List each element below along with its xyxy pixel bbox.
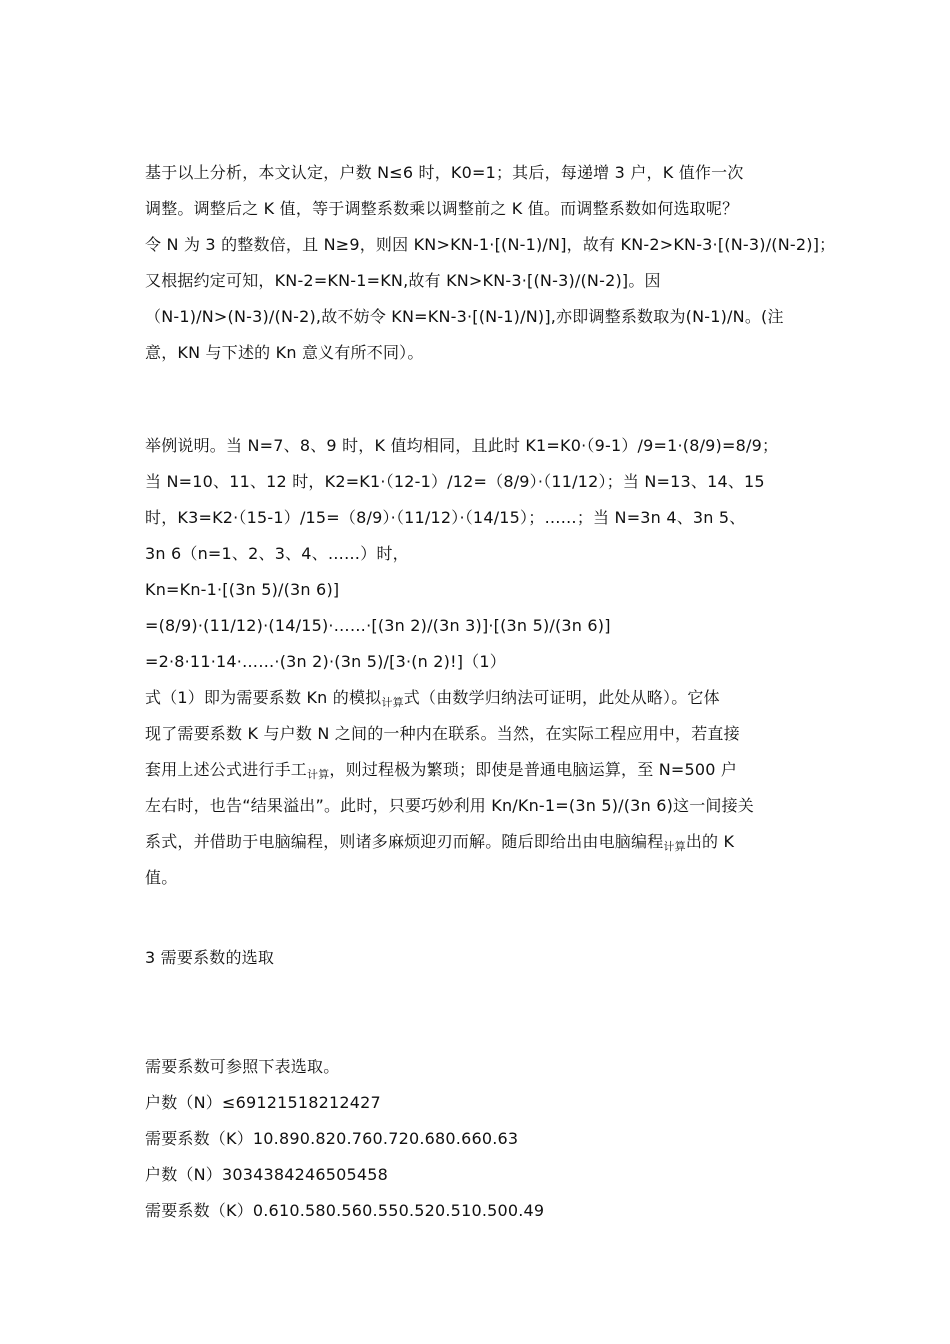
text-line: [145, 824, 810, 860]
text-line: （N-1)/N>(N-3)/(N-2),故不妨令 KN=KN-3·[(N-1)/N)],亦即调整系数取为(N-1)/N。(注: [145, 307, 784, 326]
text-segment: 套用上述公式进行手工: [145, 760, 308, 779]
text-line: 又根据约定可知，KN-2=KN-1=KN,故有 KN>KN-3·[(N-3)/(N-2)]。因: [145, 271, 661, 290]
formula-line: =(8/9)·(11/12)·(14/15)·……·[(3n 2)/(3n 3)]·[(3n 5)/(3n 6)]: [145, 616, 611, 635]
table-row-coefficient: 需要系数（K）0.610.580.560.550.520.510.500.49: [145, 1201, 545, 1220]
table-row-households: 户数（N）≤69121518212427: [145, 1093, 381, 1112]
formula-line: Kn=Kn-1·[(3n 5)/(3n 6)]: [145, 580, 340, 599]
table-row-households: 户数（N）3034384246505458: [145, 1165, 389, 1184]
text-line: 3n 6（n=1、2、3、4、……）时，: [145, 544, 409, 563]
subscript-text: 计算: [663, 840, 686, 853]
text-segment: 式（由数学归纳法可证明，此处从略）。它体: [403, 688, 720, 707]
section-heading-text: 3 需要系数的选取: [145, 948, 275, 967]
text-line: [145, 752, 810, 788]
formula-line: =2·8·11·14·……·(3n 2)·(3n 5)/[3·(n 2)!]（1）: [145, 652, 506, 671]
text-line: 时，K3=K2·（15-1）/15=（8/9）·（11/12）·（14/15）；……；当 N=3n 4、3n 5、: [145, 508, 746, 527]
text-segment: 出的 K: [685, 832, 735, 851]
text-line: 当 N=10、11、12 时，K2=K1·（12-1）/12=（8/9）·（11/12）；当 N=13、14、15: [145, 472, 765, 491]
text-line: 基于以上分析，本文认定，户数 N≤6 时，K0=1；其后，每递增 3 户，K 值作一次: [145, 163, 744, 182]
subscript-text: 计算: [307, 768, 330, 781]
text-line: 意，KN 与下述的 Kn 意义有所不同）。: [145, 343, 424, 362]
paragraph-example: [145, 428, 810, 896]
text-line: 举例说明。当 N=7、8、9 时，K 值均相同，且此时 K1=K0·（9-1）/9=1·(8/9)=8/9；: [145, 436, 779, 455]
text-line: [145, 680, 810, 716]
text-line: 需要系数可参照下表选取。: [145, 1057, 340, 1076]
table-row-coefficient: 需要系数（K）10.890.820.760.720.680.660.63: [145, 1129, 519, 1148]
text-line: 左右时，也告“结果溢出”。此时，只要巧妙利用 Kn/Kn-1=(3n 5)/(3n 6)这一间接关: [145, 796, 755, 815]
text-segment: 式（1）即为需要系数 Kn 的模拟: [145, 688, 382, 707]
subscript-text: 计算: [381, 696, 404, 709]
paragraph-coefficient-table: [145, 1049, 810, 1229]
text-line: 值。: [145, 868, 178, 887]
text-segment: ，则过程极为繁琐；即使是普通电脑运算，至 N=500 户: [329, 760, 738, 779]
text-line: 现了需要系数 K 与户数 N 之间的一种内在联系。当然，在实际工程应用中，若直接: [145, 724, 740, 743]
text-segment: 系式，并借助于电脑编程，则诸多麻烦迎刃而解。随后即给出由电脑编程: [145, 832, 664, 851]
text-line: 调整。调整后之 K 值，等于调整系数乘以调整前之 K 值。而调整系数如何选取呢？: [145, 199, 739, 218]
text-line: 令 N 为 3 的整数倍，且 N≥9，则因 KN>KN-1·[(N-1)/N]，故有 KN-2>KN-3·[(N-3)/(N-2)]；: [145, 235, 836, 254]
section-heading: [145, 940, 810, 976]
paragraph-adjustment-coefficient: [145, 155, 836, 371]
